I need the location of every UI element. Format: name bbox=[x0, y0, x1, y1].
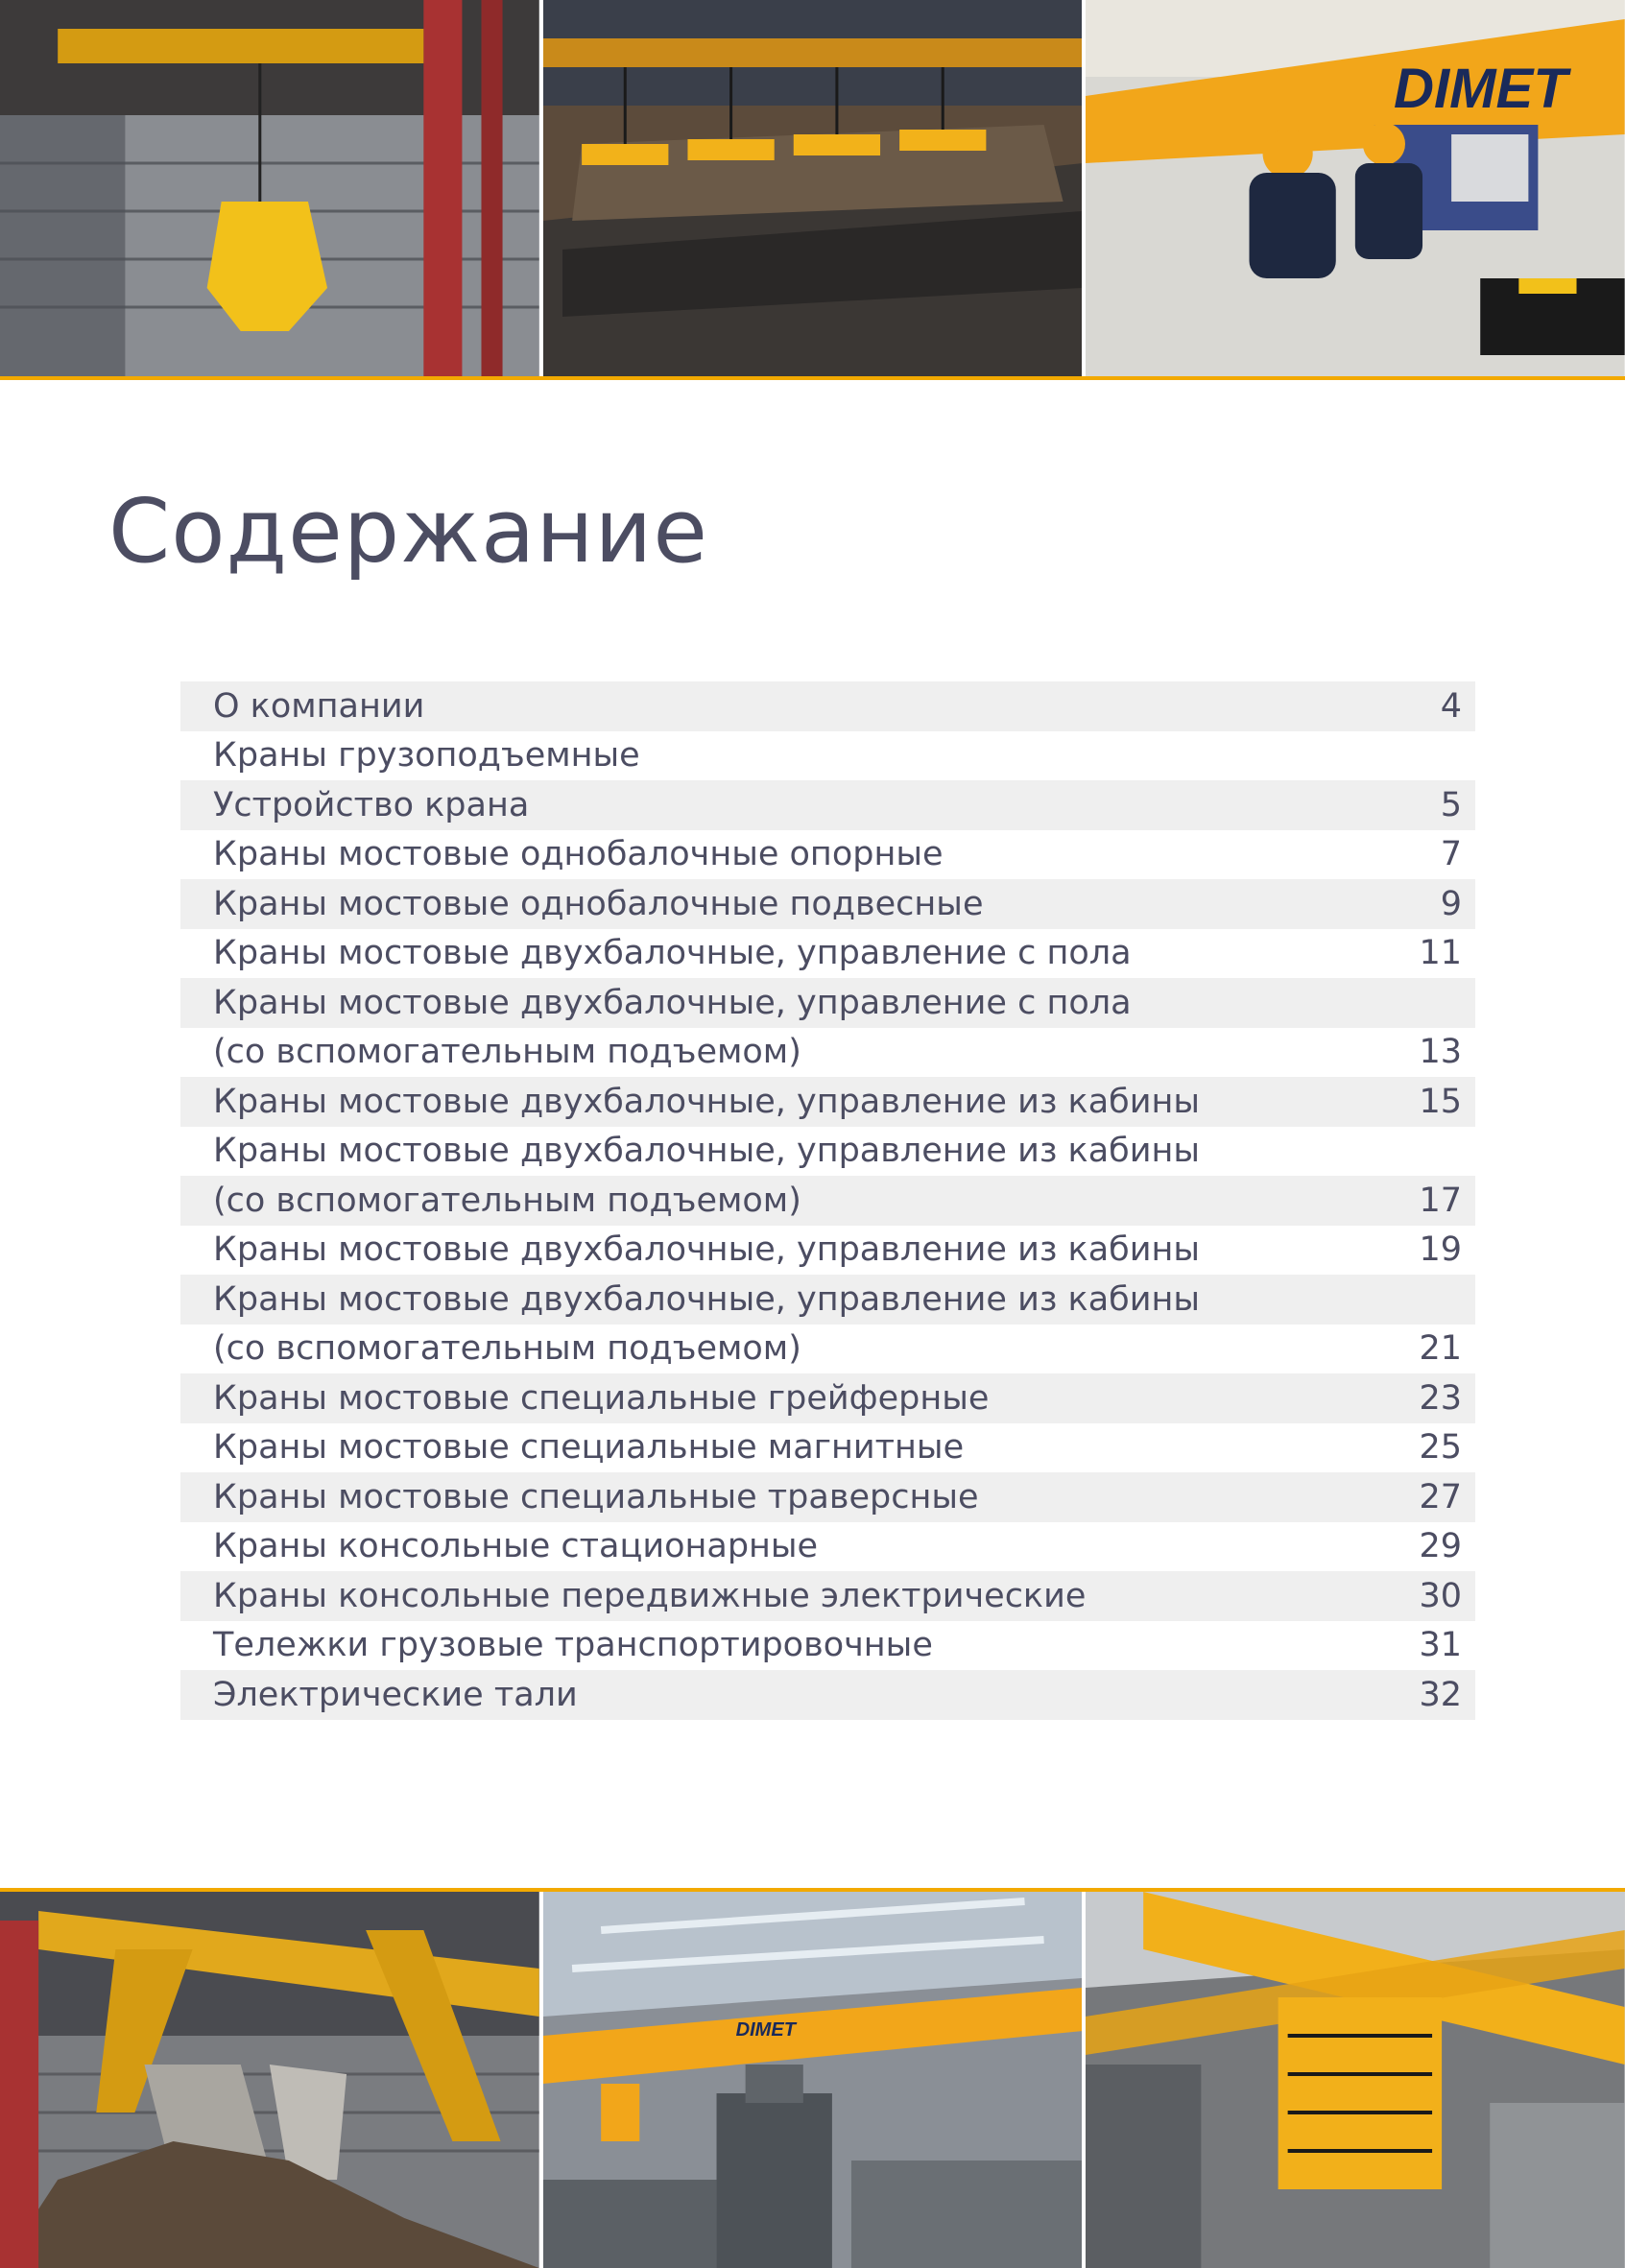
toc-entry-label: Краны мостовые двухбалочные, управление из кабины bbox=[213, 1082, 1200, 1121]
toc-entry[interactable] bbox=[180, 780, 1475, 830]
toc-entry-label: Краны мостовые однобалочные опорные bbox=[213, 835, 944, 874]
toc-entry-page-number: 32 bbox=[1419, 1675, 1462, 1714]
toc-entry-page-number: 19 bbox=[1419, 1230, 1462, 1270]
dimet-logo-photo: DIMET bbox=[1394, 58, 1568, 120]
toc-entry-label: Краны мостовые специальные траверсные bbox=[213, 1477, 979, 1516]
toc-entry-page-number: 23 bbox=[1419, 1378, 1462, 1418]
toc-entry-label: Устройство крана bbox=[213, 785, 530, 824]
toc-entry[interactable] bbox=[180, 1522, 1475, 1572]
toc-entry-page-number: 30 bbox=[1419, 1576, 1462, 1615]
toc-entry-label: Краны мостовые двухбалочные, управление из кабины bbox=[213, 1132, 1200, 1171]
toc-entry[interactable] bbox=[180, 1621, 1475, 1671]
photo-workers-at-crane bbox=[1086, 0, 1625, 376]
table-of-contents bbox=[180, 681, 1475, 1720]
toc-entry-page-number: 9 bbox=[1440, 884, 1462, 923]
toc-entry-page-number: 29 bbox=[1419, 1527, 1462, 1566]
toc-entry-page-number: 15 bbox=[1419, 1082, 1462, 1121]
toc-entry-label: Краны мостовые однобалочные подвесные bbox=[213, 884, 984, 923]
toc-entry-label: Краны мостовые двухбалочные, управление из кабины bbox=[213, 1230, 1200, 1270]
toc-entry-label: Краны грузоподъемные bbox=[213, 736, 640, 776]
toc-entry-page-number: 7 bbox=[1440, 835, 1462, 874]
toc-entry[interactable] bbox=[180, 1176, 1475, 1226]
toc-entry[interactable] bbox=[180, 1571, 1475, 1621]
toc-entry-page-number: 4 bbox=[1440, 686, 1462, 726]
toc-entry-page-number: 25 bbox=[1419, 1428, 1462, 1468]
toc-entry[interactable] bbox=[180, 1127, 1475, 1177]
toc-entry-label: (со вспомогательным подъемом) bbox=[213, 1181, 801, 1220]
page-title: Содержание bbox=[108, 480, 708, 583]
toc-entry-page-number: 5 bbox=[1440, 785, 1462, 824]
top-photo-strip bbox=[0, 0, 1625, 380]
toc-entry[interactable] bbox=[180, 1077, 1475, 1127]
toc-entry-page-number: 21 bbox=[1419, 1329, 1462, 1369]
photo-magnet-crane-steel-plates bbox=[543, 0, 1083, 376]
toc-entry-page-number: 11 bbox=[1419, 934, 1462, 973]
toc-entry-label: Электрические тали bbox=[213, 1675, 578, 1714]
bottom-photo-strip bbox=[0, 1888, 1625, 2268]
toc-entry-page-number: 13 bbox=[1419, 1033, 1462, 1072]
toc-entry[interactable] bbox=[180, 731, 1475, 781]
dimet-logo-crane: DIMET bbox=[735, 2019, 796, 2041]
toc-entry-label: Краны мостовые специальные грейферные bbox=[213, 1378, 990, 1418]
toc-entry-label: О компании bbox=[213, 686, 425, 726]
toc-entry[interactable] bbox=[180, 1373, 1475, 1423]
toc-entry-label: Краны консольные стационарные bbox=[213, 1527, 819, 1566]
toc-entry-label: Краны мостовые двухбалочные, управление с пола bbox=[213, 983, 1132, 1022]
toc-entry-label: Тележки грузовые транспортировочные bbox=[213, 1626, 933, 1665]
toc-entry-label: Краны мостовые двухбалочные, управление из кабины bbox=[213, 1279, 1200, 1319]
photo-double-girder-crane-workshop bbox=[543, 1892, 1083, 2268]
toc-entry[interactable] bbox=[180, 830, 1475, 880]
toc-entry[interactable] bbox=[180, 1226, 1475, 1276]
toc-entry-label: Краны мостовые двухбалочные, управление с пола bbox=[213, 934, 1132, 973]
photo-grab-bucket-crane bbox=[0, 0, 539, 376]
toc-entry[interactable] bbox=[180, 1472, 1475, 1522]
toc-entry[interactable] bbox=[180, 879, 1475, 929]
toc-entry[interactable] bbox=[180, 1275, 1475, 1325]
toc-entry-page-number: 27 bbox=[1419, 1477, 1462, 1516]
toc-entry[interactable] bbox=[180, 1325, 1475, 1374]
toc-entry[interactable] bbox=[180, 1028, 1475, 1078]
photo-grab-crane-scrap bbox=[0, 1892, 539, 2268]
toc-entry[interactable] bbox=[180, 681, 1475, 731]
toc-entry[interactable] bbox=[180, 1423, 1475, 1473]
toc-entry-label: Краны мостовые специальные магнитные bbox=[213, 1428, 965, 1468]
toc-entry-page-number: 17 bbox=[1419, 1181, 1462, 1220]
toc-entry[interactable] bbox=[180, 1670, 1475, 1720]
toc-entry-label: Краны консольные передвижные электрические bbox=[213, 1576, 1087, 1615]
toc-entry-page-number: 31 bbox=[1419, 1626, 1462, 1665]
toc-entry-label: (со вспомогательным подъемом) bbox=[213, 1329, 801, 1369]
toc-entry-label: (со вспомогательным подъемом) bbox=[213, 1033, 801, 1072]
toc-entry[interactable] bbox=[180, 978, 1475, 1028]
photo-crane-cabin bbox=[1086, 1892, 1625, 2268]
toc-entry[interactable] bbox=[180, 929, 1475, 979]
